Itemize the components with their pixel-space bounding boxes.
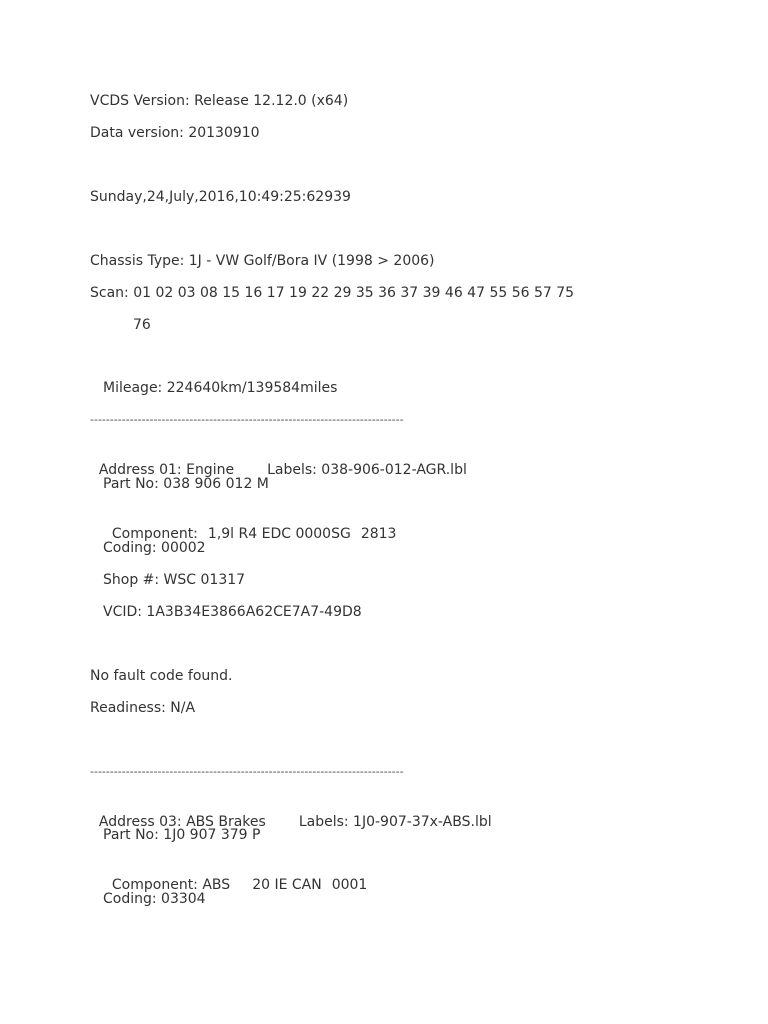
module-abs-header — [90, 795, 492, 830]
scan-list-continued: 76 — [133, 317, 151, 333]
component — [103, 858, 368, 893]
shop-number: Shop #: WSC 01317 — [103, 572, 246, 588]
module-labels: Labels: 1J0-907-37x-ABS.lbl — [298, 814, 492, 830]
component — [103, 507, 397, 542]
vcds-version: VCDS Version: Release 12.12.0 (x64) — [90, 93, 349, 109]
scan-list: Scan: 01 02 03 08 15 16 17 19 22 29 35 36 37 39 46 47 55 56 57 75 — [90, 285, 575, 301]
timestamp: Sunday,24,July,2016,10:49:25:62939 — [90, 189, 351, 205]
part-number: Part No: 038 906 012 M — [103, 476, 269, 492]
vcid: VCID: 1A3B34E3866A62CE7A7-49D8 — [103, 604, 362, 620]
data-version: Data version: 20130910 — [90, 125, 260, 141]
component-prefix: Component: ABS — [111, 877, 231, 893]
module-address: Address 03: ABS Brakes — [98, 814, 266, 830]
readiness: Readiness: N/A — [90, 700, 196, 716]
module-address: Address 01: Engine — [98, 462, 235, 478]
coding: Coding: 00002 — [103, 540, 206, 556]
module-engine-header — [90, 443, 467, 478]
part-number: Part No: 1J0 907 379 P — [103, 827, 261, 843]
component-extra: 2813 — [360, 526, 397, 542]
separator: ------------------------------------------------------------------------------- — [90, 413, 404, 426]
fault-status: No fault code found. — [90, 668, 233, 684]
chassis-type: Chassis Type: 1J - VW Golf/Bora IV (1998 > 2006) — [90, 253, 435, 269]
mileage: Mileage: 224640km/139584miles — [103, 380, 338, 396]
component-extra: 0001 — [331, 877, 368, 893]
component-prefix: Component: — [111, 526, 198, 542]
component-value: 1,9l R4 EDC 0000SG — [207, 526, 351, 542]
coding: Coding: 03304 — [103, 891, 206, 907]
module-labels: Labels: 038-906-012-AGR.lbl — [267, 462, 467, 478]
component-value: 20 IE CAN — [252, 877, 322, 893]
separator: ------------------------------------------------------------------------------- — [90, 765, 404, 778]
